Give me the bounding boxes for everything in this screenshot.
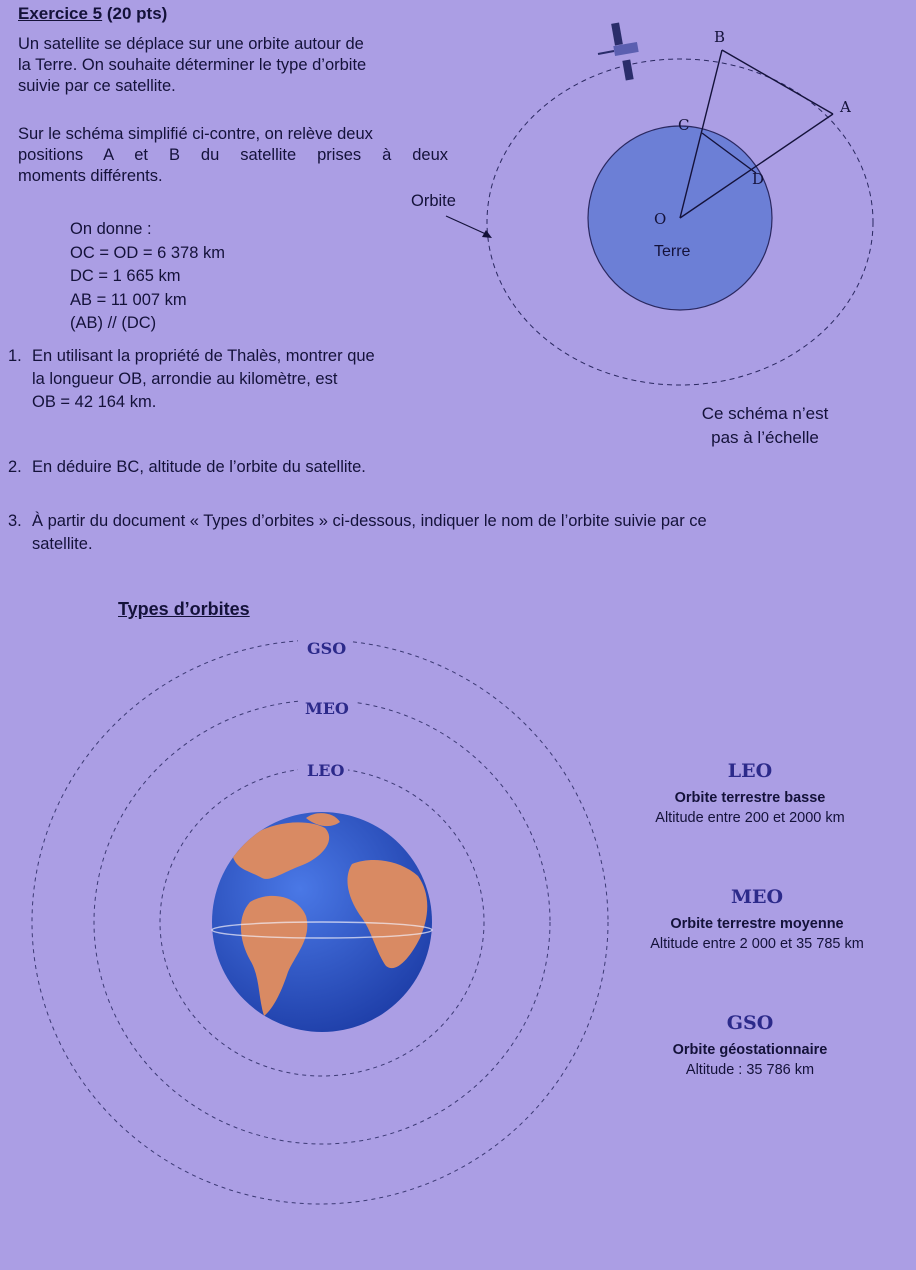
point-label-o: O [654,210,667,228]
given-item: OC = OD = 6 378 km [70,243,225,262]
intro-line: Un satellite se déplace sur une orbite autour de [18,35,364,53]
question-number: 3. [8,512,22,530]
question-line: OB = 42 164 km. [32,393,157,411]
orbit-type-gso [630,1012,870,1080]
question-line: la longueur OB, arrondie au kilomètre, est [32,370,338,388]
orbit-altitude: Altitude entre 2 000 et 35 785 km [650,936,864,952]
given-item: DC = 1 665 km [70,267,181,285]
earth-globe [212,812,432,1032]
question-line: À partir du document « Types d’orbites » ci-dessous, indiquer le nom de l’orbite suivie par ce [32,512,707,530]
intro-line: positions A et B du satellite prises à deux [18,146,448,164]
orbit-type-name: Orbite terrestre basse [674,790,826,806]
leo-ring-label: LEO [307,761,345,780]
point-label-d: D [752,170,765,188]
orbit-label: Orbite [411,192,456,210]
earth-label: Terre [654,243,691,260]
intro-line: suivie par ce satellite. [18,77,176,95]
question-number: 1. [8,347,22,365]
intro-line: moments différents. [18,167,163,185]
point-label-c: C [678,116,690,134]
given-item: (AB) // (DC) [70,314,157,332]
point-label-a: A [840,98,851,116]
intro-line: Sur le schéma simplifié ci-contre, on relève deux [18,125,373,143]
orbit-code: LEO [727,760,773,782]
point-label-b: B [714,28,726,46]
orbit-code: GSO [726,1012,774,1034]
given-label: On donne : [70,220,152,238]
question-line: En utilisant la propriété de Thalès, montrer que [32,347,375,365]
orbit-code: MEO [730,886,784,908]
exercise-title-points: (20 pts) [102,4,168,23]
gso-ring-label: GSO [307,639,347,658]
scale-note [640,402,890,450]
satellite-icon [598,22,639,80]
exercise-title-main: Exercice 5 [18,4,103,23]
given-item: AB = 11 007 km [70,290,187,309]
orbit-type-name: Orbite géostationnaire [672,1042,828,1058]
question-line: En déduire BC, altitude de l’orbite du satellite. [32,458,366,476]
question-number: 2. [8,458,22,476]
question-1 [8,345,488,414]
question-3 [8,510,908,556]
question-line: satellite. [32,535,93,553]
orbit-type-name: Orbite terrestre moyenne [670,916,844,932]
orbit-types-illustration [0,620,640,1220]
orbit-altitude: Altitude entre 200 et 2000 km [655,810,845,826]
meo-ring-label: MEO [305,699,349,718]
orbit-type-leo [630,760,870,828]
orbit-altitude: Altitude : 35 786 km [685,1062,815,1078]
segment-ab [722,50,833,114]
scale-note-line: Ce schéma n’est [701,404,829,423]
scale-note-line: pas à l’échelle [711,428,819,447]
orbit-pointer-arrow [446,216,488,235]
question-2 [8,456,608,479]
orbits-doc-title: Types d’orbites [118,599,250,619]
intro-line: la Terre. On souhaite déterminer le type d’orbite [18,56,367,74]
orbit-type-meo [622,886,892,954]
